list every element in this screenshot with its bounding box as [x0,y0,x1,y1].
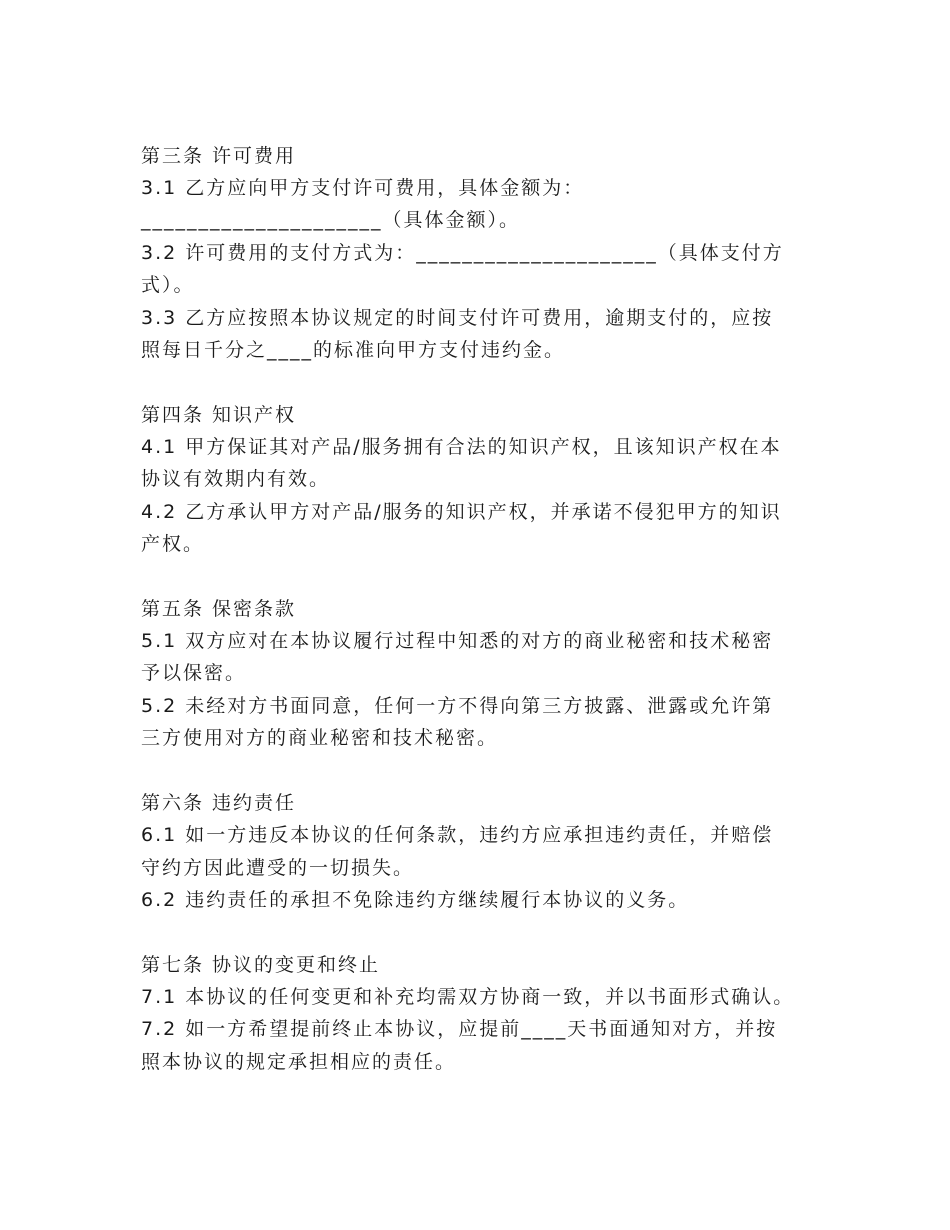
clause-3-2-cont: 式）。 [141,274,195,296]
clause-4-1-cont: 协议有效期内有效。 [141,468,331,490]
clause-5-1-cont: 予以保密。 [141,662,247,684]
clause-7-2-cont: 照本协议的规定承担相应的责任。 [141,1051,457,1073]
clause-7-1: 7.1 本协议的任何变更和补充均需双方协商一致，并以书面形式确认。 [141,986,795,1008]
clause-3-1-cont: _____________________（具体金额）。 [141,209,521,231]
section-5-heading: 第五条 保密条款 [141,598,297,620]
clause-3-3: 3.3 乙方应按照本协议规定的时间支付许可费用，逾期支付的，应按 [141,307,774,329]
clause-6-1-cont: 守约方因此遭受的一切损失。 [141,857,415,879]
clause-5-1: 5.1 双方应对在本协议履行过程中知悉的对方的商业秘密和技术秘密 [141,630,774,652]
clause-3-2: 3.2 许可费用的支付方式为：_____________________（具体支付方 [141,242,784,264]
clause-3-3-cont: 照每日千分之____的标准向甲方支付违约金。 [141,339,566,361]
clause-7-2: 7.2 如一方希望提前终止本协议，应提前____天书面通知对方，并按 [141,1018,778,1040]
clause-4-2-cont: 产权。 [141,533,205,555]
clause-4-2: 4.2 乙方承认甲方对产品/服务的知识产权，并承诺不侵犯甲方的知识 [141,501,782,523]
clause-6-2: 6.2 违约责任的承担不免除违约方继续履行本协议的义务。 [141,889,690,911]
clause-5-2-cont: 三方使用对方的商业秘密和技术秘密。 [141,727,499,749]
clause-4-1: 4.1 甲方保证其对产品/服务拥有合法的知识产权，且该知识产权在本 [141,436,782,458]
section-6-heading: 第六条 违约责任 [141,792,297,814]
clause-3-1: 3.1 乙方应向甲方支付许可费用，具体金额为： [141,177,585,199]
clause-6-1: 6.1 如一方违反本协议的任何条款，违约方应承担违约责任，并赔偿 [141,824,774,846]
section-7-heading: 第七条 协议的变更和终止 [141,954,381,976]
section-4-heading: 第四条 知识产权 [141,404,297,426]
section-3-heading: 第三条 许可费用 [141,145,297,167]
clause-5-2: 5.2 未经对方书面同意，任何一方不得向第三方披露、泄露或允许第 [141,695,774,717]
